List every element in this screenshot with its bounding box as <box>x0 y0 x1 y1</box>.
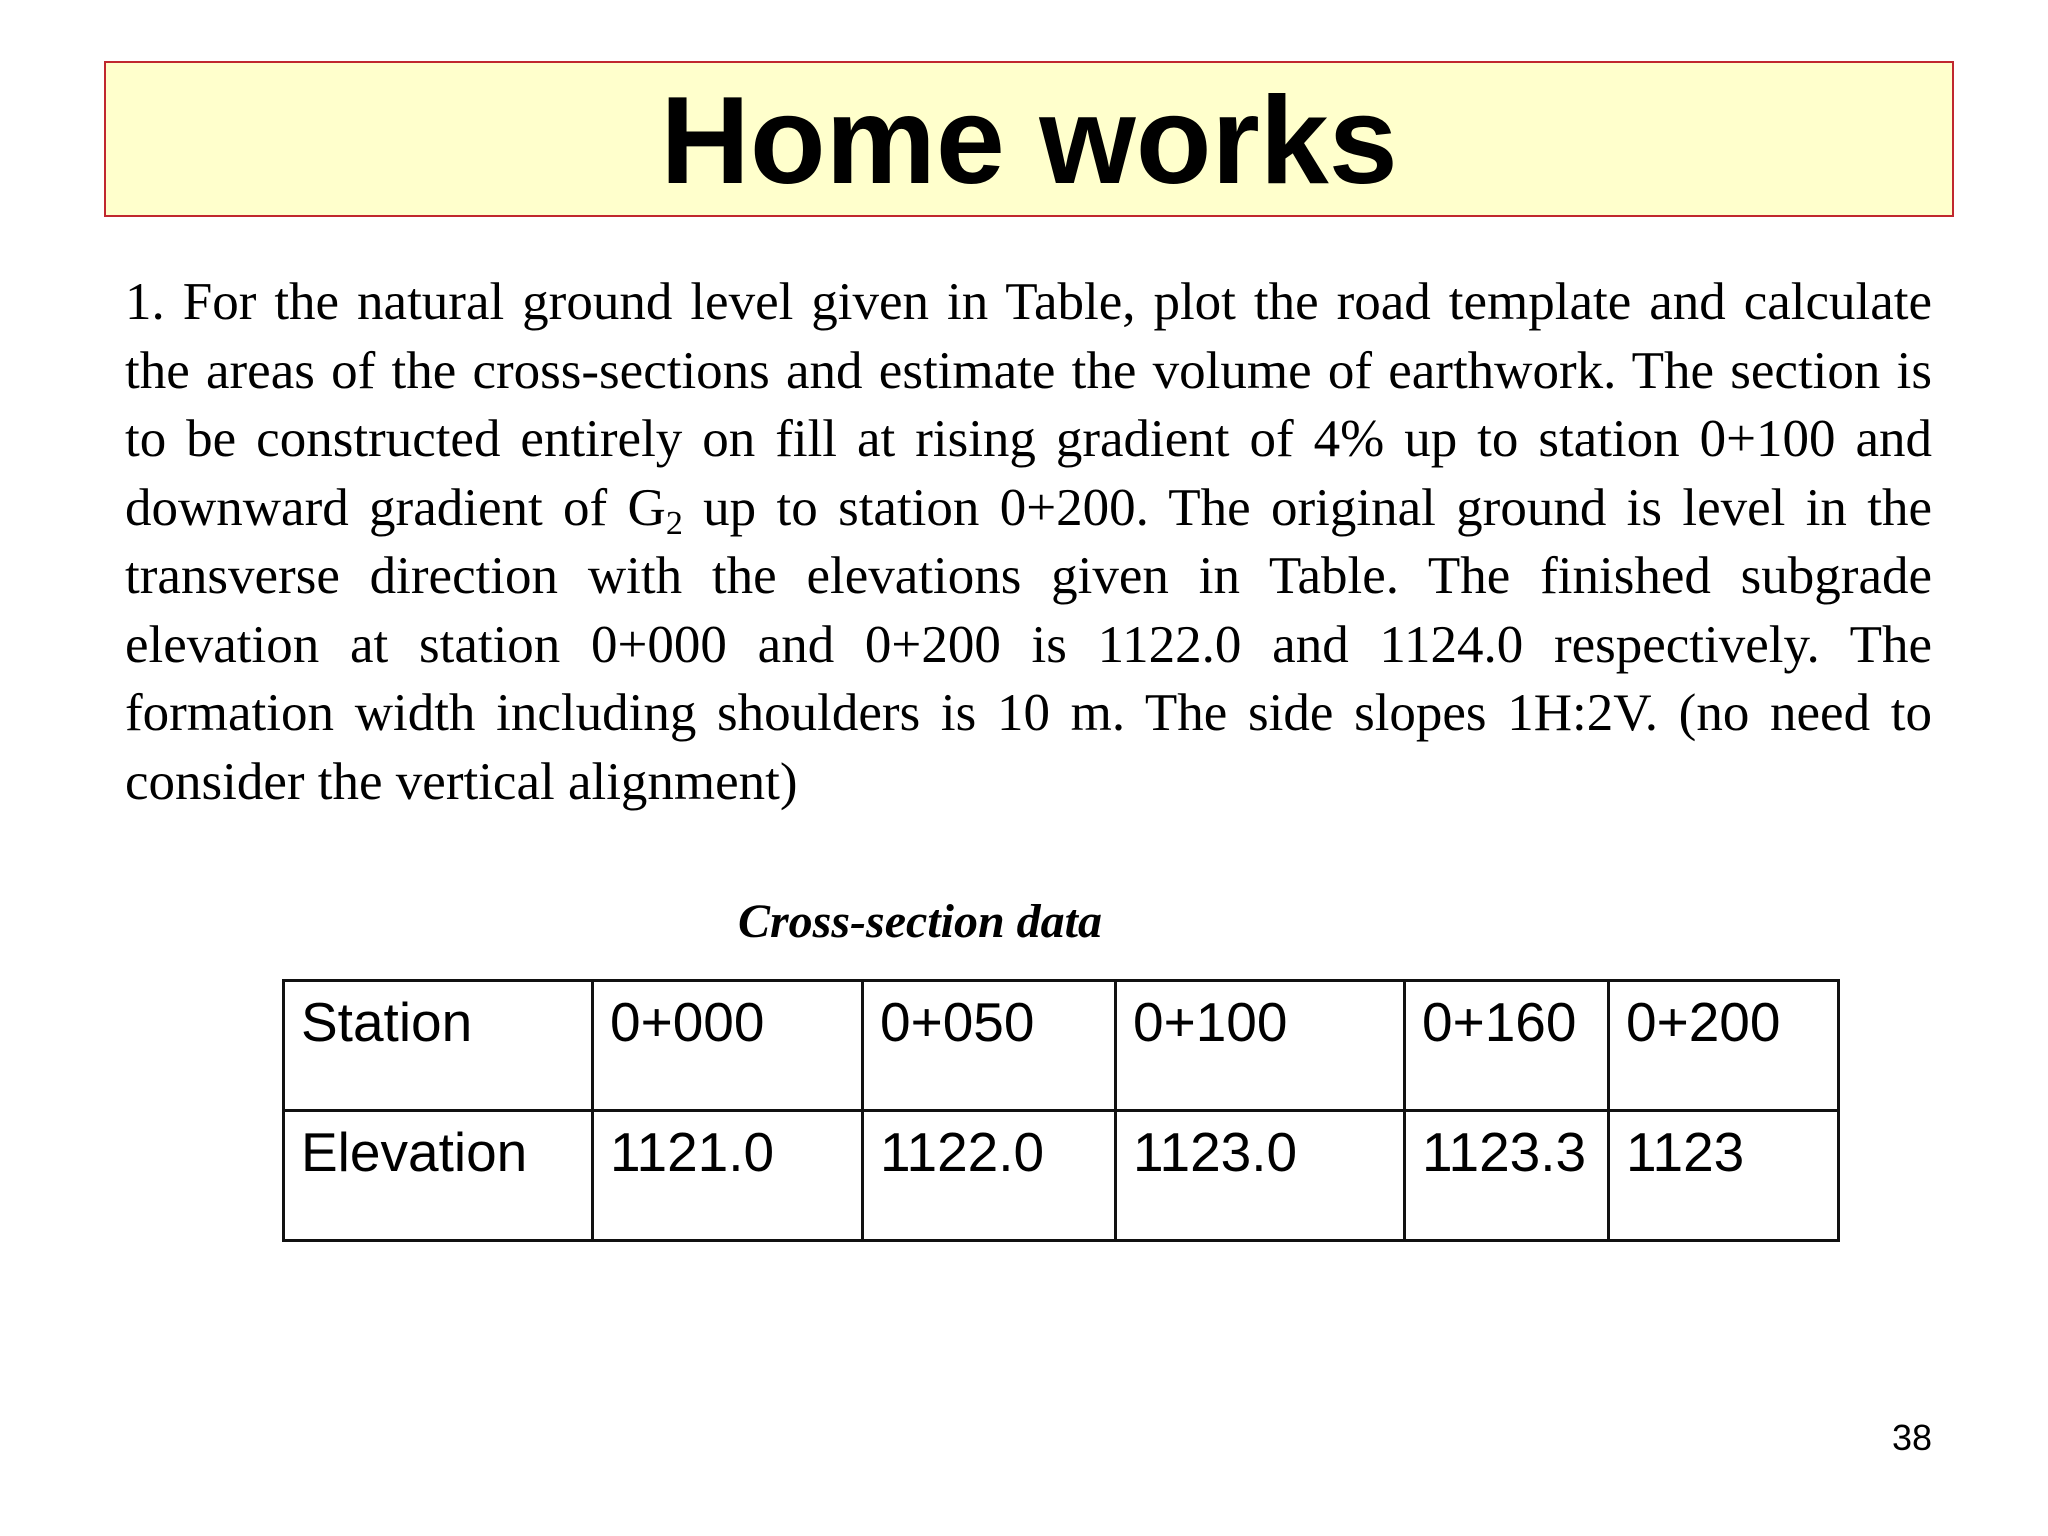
elevation-cell: 1121.0 <box>593 1111 863 1241</box>
cross-section-table <box>282 979 1840 1242</box>
table-caption: Cross-section data <box>737 895 1103 948</box>
problem-text-part-1: 1. For the natural ground level given in Table, plot the road template and calculate the areas of the cross-sections and estimate the volume of earthwork. The section is to be constructed entirely on fill at rising gradient of 4% up to station 0+100 and downward gradient of G <box>125 273 1932 537</box>
station-cell: 0+200 <box>1609 981 1839 1111</box>
table-row-elevation <box>284 1111 1839 1241</box>
table-row-station <box>284 981 1839 1111</box>
elevation-cell: 1123.3 <box>1405 1111 1609 1241</box>
station-cell: 0+050 <box>863 981 1116 1111</box>
gradient-subscript: 2 <box>665 504 683 542</box>
slide-title: Home works <box>660 72 1398 210</box>
page-number: 38 <box>1891 1417 1932 1458</box>
station-cell: 0+100 <box>1116 981 1405 1111</box>
title-banner <box>104 61 1954 217</box>
station-cell: 0+000 <box>593 981 863 1111</box>
problem-statement <box>125 268 1932 816</box>
problem-text-part-2: up to station 0+200. The original ground is level in the transverse direction with the elevations given in Table. The finished subgrade elevation at station 0+000 and 0+200 is 1122.0 and 1124.0 respectively. The formation width including shoulders is 10 m. The side slopes 1H:2V. (no need to consider the vertical alignment) <box>125 478 1933 811</box>
row-label-station: Station <box>284 981 593 1111</box>
station-cell: 0+160 <box>1405 981 1609 1111</box>
elevation-cell: 1123.0 <box>1116 1111 1405 1241</box>
elevation-cell: 1122.0 <box>863 1111 1116 1241</box>
row-label-elevation: Elevation <box>284 1111 593 1241</box>
elevation-cell: 1123 <box>1609 1111 1839 1241</box>
